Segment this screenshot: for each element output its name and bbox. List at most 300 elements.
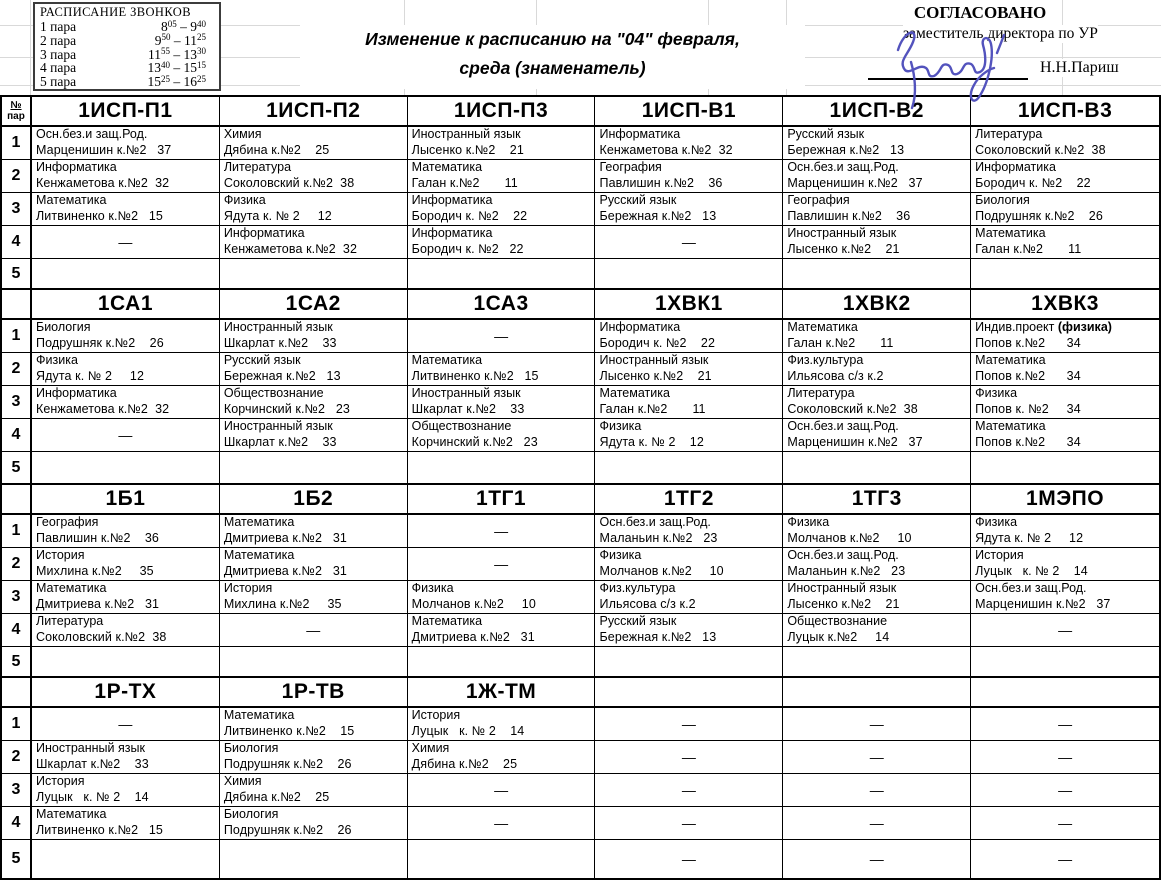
cancelled-lesson-dash: — — [32, 226, 220, 259]
lesson-cell — [783, 226, 971, 259]
lesson-teacher-room: Бородич к. №2 22 — [975, 175, 1091, 190]
lesson-subject: История — [36, 774, 85, 788]
lesson-teacher-room: Молчанов к.№2 10 — [599, 563, 724, 578]
lesson-subject: Физ.культура — [787, 353, 864, 367]
lesson-cell — [971, 353, 1159, 386]
lesson-teacher-room: Лысенко к.№2 21 — [599, 368, 712, 383]
lesson-cell — [220, 320, 408, 353]
lesson-cell — [783, 419, 971, 452]
pair-number: 4 — [2, 419, 32, 452]
lesson-cell — [220, 741, 408, 774]
lesson-subject: Химия — [411, 741, 450, 755]
lesson-cell — [408, 741, 596, 774]
document-title-line2: среда (знаменатель) — [459, 58, 646, 78]
empty-cell — [595, 452, 783, 483]
lesson-cell — [220, 226, 408, 259]
lesson-teacher-room: Кенжаметова к.№2 32 — [36, 401, 170, 416]
lesson-subject: Осн.без.и защ.Род. — [787, 419, 899, 433]
lesson-subject: Литература — [223, 160, 292, 174]
empty-cell — [220, 840, 408, 878]
lesson-teacher-room: Шкарлат к.№2 33 — [223, 335, 337, 350]
lesson-subject: Информатика — [411, 193, 493, 207]
lesson-teacher-room: Дмитриева к.№2 31 — [223, 530, 347, 545]
lesson-teacher-room: Дмитриева к.№2 31 — [223, 563, 347, 578]
lesson-cell — [32, 807, 220, 840]
group-header: 1СА3 — [408, 290, 596, 320]
empty-cell — [971, 647, 1159, 676]
lesson-cell — [408, 614, 596, 647]
bell-row — [40, 48, 214, 62]
group-header: 1ИСП-В2 — [783, 97, 971, 127]
lesson-teacher-room: Павлишин к.№2 36 — [787, 208, 911, 223]
empty-cell — [32, 647, 220, 676]
lesson-cell — [220, 353, 408, 386]
lesson-teacher-room: Михлина к.№2 35 — [36, 563, 154, 578]
lesson-cell — [595, 548, 783, 581]
lesson-cell — [32, 160, 220, 193]
pair-number: 2 — [2, 741, 32, 774]
lesson-subject: Химия — [223, 127, 262, 141]
lesson-cell — [595, 127, 783, 160]
lesson-subject: Физика — [411, 581, 454, 595]
lesson-cell — [595, 193, 783, 226]
pair-number: 2 — [2, 353, 32, 386]
bell-row-label: 4 пара — [40, 60, 77, 76]
lesson-subject: Физика — [975, 515, 1018, 529]
lesson-teacher-room: Галан к.№2 11 — [599, 401, 706, 416]
lesson-cell — [32, 127, 220, 160]
lesson-teacher-room: Лысенко к.№2 21 — [787, 596, 900, 611]
empty-cell — [783, 647, 971, 676]
lesson-subject: Химия — [223, 774, 262, 788]
lesson-teacher-room: Попов к.№2 34 — [975, 434, 1081, 449]
cancelled-lesson-dash: — — [971, 807, 1159, 840]
cancelled-lesson-dash: — — [408, 807, 596, 840]
cancelled-lesson-dash: — — [32, 708, 220, 741]
cancelled-lesson-dash: — — [595, 840, 783, 878]
pair-number: 1 — [2, 127, 32, 160]
lesson-subject: Математика — [975, 419, 1046, 433]
lesson-cell — [408, 226, 596, 259]
bell-row-time: $9^{50} - 11^{25}$ — [154, 32, 206, 48]
lesson-cell — [595, 614, 783, 647]
cancelled-lesson-dash: — — [971, 708, 1159, 741]
lesson-cell — [595, 353, 783, 386]
lesson-cell — [220, 515, 408, 548]
lesson-cell — [595, 419, 783, 452]
lesson-subject: Русский язык — [599, 193, 677, 207]
lesson-teacher-room: Бородич к. №2 22 — [599, 335, 716, 350]
lesson-teacher-room: Бородич к. №2 22 — [411, 208, 528, 223]
group-header: 1ХВК3 — [971, 290, 1159, 320]
cancelled-lesson-dash: — — [595, 708, 783, 741]
pair-number: 4 — [2, 807, 32, 840]
lesson-teacher-room: Молчанов к.№2 10 — [411, 596, 536, 611]
lesson-teacher-room: Галан к.№2 11 — [975, 241, 1082, 256]
empty-cell — [408, 452, 596, 483]
approval-name: Н.Н.Париш — [1040, 59, 1119, 76]
group-header: 1МЭПО — [971, 485, 1159, 515]
lesson-subject: Биология — [975, 193, 1030, 207]
lesson-cell — [220, 774, 408, 807]
lesson-subject: Русский язык — [223, 353, 301, 367]
group-header: 1ИСП-П1 — [32, 97, 220, 127]
lesson-cell — [408, 386, 596, 419]
group-header: 1СА1 — [32, 290, 220, 320]
empty-cell — [408, 259, 596, 288]
lesson-teacher-room: Марценишин к.№2 37 — [36, 142, 172, 157]
lesson-subject: Литература — [36, 614, 104, 628]
lesson-cell — [971, 581, 1159, 614]
lesson-subject: Осн.без.и защ.Род. — [787, 160, 899, 174]
lesson-teacher-room: Бережная к.№2 13 — [787, 142, 905, 157]
lesson-cell — [971, 386, 1159, 419]
bell-row-label: 5 пара — [40, 74, 77, 90]
pair-number: 4 — [2, 226, 32, 259]
cancelled-lesson-dash: — — [971, 741, 1159, 774]
group-header: 1Б1 — [32, 485, 220, 515]
group-header: 1ИСП-В3 — [971, 97, 1159, 127]
lesson-cell — [408, 353, 596, 386]
lesson-teacher-room: Подрушняк к.№2 26 — [223, 822, 352, 837]
group-header: 1Б2 — [220, 485, 408, 515]
lesson-subject: Физика — [223, 193, 266, 207]
lesson-cell — [32, 386, 220, 419]
lesson-cell — [971, 160, 1159, 193]
cancelled-lesson-dash: — — [32, 419, 220, 452]
pair-number: 3 — [2, 581, 32, 614]
lesson-cell — [595, 160, 783, 193]
lesson-subject: Математика — [223, 548, 295, 562]
cancelled-lesson-dash: — — [595, 741, 783, 774]
lesson-subject: Иностранный язык — [787, 226, 897, 240]
empty-cell — [595, 647, 783, 676]
bell-row — [40, 75, 214, 89]
bell-schedule-box — [33, 2, 221, 91]
schedule-table — [0, 95, 1161, 880]
lesson-teacher-room: Лысенко к.№2 21 — [411, 142, 524, 157]
group-header: 1ИСП-П3 — [408, 97, 596, 127]
lesson-subject: Иностранный язык — [787, 581, 897, 595]
lesson-cell — [220, 160, 408, 193]
lesson-teacher-room: Ильясова с/з к.2 — [787, 368, 884, 383]
group-header: 1ХВК2 — [783, 290, 971, 320]
lesson-teacher-room: Молчанов к.№2 10 — [787, 530, 912, 545]
empty-cell — [32, 840, 220, 878]
lesson-teacher-room: Галан к.№2 11 — [411, 175, 518, 190]
lesson-teacher-room: Лысенко к.№2 21 — [787, 241, 900, 256]
approval-heading: СОГЛАСОВАНО — [898, 3, 1062, 23]
group-header: 1ТГ1 — [408, 485, 596, 515]
lesson-cell — [408, 419, 596, 452]
pair-number: 5 — [2, 259, 32, 288]
lesson-teacher-room: Ядута к. № 2 12 — [599, 434, 704, 449]
lesson-cell — [32, 548, 220, 581]
empty-cell — [971, 259, 1159, 288]
bell-row — [40, 20, 214, 34]
lesson-teacher-room: Луцык к. № 2 14 — [36, 789, 149, 804]
lesson-subject: Иностранный язык — [599, 353, 709, 367]
lesson-teacher-room: Шкарлат к.№2 33 — [411, 401, 525, 416]
lesson-cell — [220, 386, 408, 419]
lesson-subject: Русский язык — [599, 614, 677, 628]
lesson-subject: Индив.проект (физика) — [975, 320, 1112, 334]
group-header: 1ИСП-В1 — [595, 97, 783, 127]
group-header: 1Ж-ТМ — [408, 678, 596, 708]
lesson-teacher-room: Луцык к.№2 14 — [787, 629, 890, 644]
schedule-section — [0, 485, 1161, 678]
lesson-cell — [783, 614, 971, 647]
bell-row — [40, 34, 214, 48]
lesson-teacher-room: Соколовский к.№2 38 — [223, 175, 355, 190]
group-header: 1Р-ТХ — [32, 678, 220, 708]
lesson-subject: История — [411, 708, 461, 722]
approval-role: заместитель директора по УР — [903, 25, 1098, 42]
pair-number: 3 — [2, 193, 32, 226]
lesson-subject: География — [599, 160, 662, 174]
lesson-teacher-room: Кенжаметова к.№2 32 — [36, 175, 170, 190]
lesson-cell — [783, 581, 971, 614]
schedule-section — [0, 95, 1161, 290]
lesson-cell — [971, 226, 1159, 259]
lesson-subject: Русский язык — [787, 127, 865, 141]
lesson-subject: Физика — [975, 386, 1018, 400]
lesson-subject: Математика — [599, 386, 670, 400]
cancelled-lesson-dash: — — [408, 774, 596, 807]
lesson-subject: История — [36, 548, 85, 562]
lesson-teacher-room: Дмитриева к.№2 31 — [411, 629, 535, 644]
lesson-teacher-room: Дябина к.№2 25 — [411, 756, 518, 771]
lesson-subject: Математика — [36, 193, 107, 207]
lesson-cell — [220, 807, 408, 840]
empty-cell — [220, 452, 408, 483]
lesson-teacher-room: Попов к. №2 34 — [975, 401, 1081, 416]
lesson-cell — [783, 353, 971, 386]
pair-number: 4 — [2, 614, 32, 647]
lesson-subject: Математика — [36, 581, 107, 595]
lesson-cell — [220, 127, 408, 160]
pair-number-header — [2, 290, 32, 320]
lesson-teacher-room: Подрушняк к.№2 26 — [223, 756, 352, 771]
cancelled-lesson-dash: — — [971, 774, 1159, 807]
lesson-cell — [32, 774, 220, 807]
lesson-teacher-room: Галан к.№2 11 — [787, 335, 894, 350]
bell-row — [40, 61, 214, 75]
lesson-teacher-room: Михлина к.№2 35 — [223, 596, 342, 611]
lesson-cell — [32, 581, 220, 614]
lesson-teacher-room: Марценишин к.№2 37 — [787, 175, 923, 190]
lesson-cell — [408, 708, 596, 741]
lesson-subject: Физика — [599, 419, 642, 433]
lesson-teacher-room: Дябина к.№2 25 — [223, 142, 330, 157]
lesson-cell — [32, 741, 220, 774]
pair-number-header-bottom: пар — [7, 111, 25, 122]
lesson-cell — [971, 127, 1159, 160]
lesson-subject: Информатика — [975, 160, 1056, 174]
empty-cell — [220, 259, 408, 288]
lesson-subject: Иностранный язык — [223, 419, 333, 433]
lesson-subject: Биология — [223, 807, 279, 821]
bell-row-time: $11^{55} - 13^{30}$ — [148, 46, 206, 62]
lesson-teacher-room: Павлишин к.№2 36 — [36, 530, 159, 545]
lesson-cell — [783, 320, 971, 353]
cancelled-lesson-dash: — — [783, 774, 971, 807]
lesson-teacher-room: Дмитриева к.№2 31 — [36, 596, 160, 611]
lesson-subject: Математика — [787, 320, 858, 334]
pair-number: 5 — [2, 452, 32, 483]
lesson-teacher-room: Маланьин к.№2 23 — [599, 530, 718, 545]
document-title-line1: Изменение к расписанию на "04" февраля, — [365, 29, 740, 49]
cancelled-lesson-dash: — — [220, 614, 408, 647]
lesson-teacher-room: Литвиненко к.№2 15 — [36, 822, 163, 837]
lesson-teacher-room: Подрушняк к.№2 26 — [36, 335, 164, 350]
pair-number: 1 — [2, 708, 32, 741]
cancelled-lesson-dash: — — [408, 320, 596, 353]
lesson-cell — [595, 386, 783, 419]
cancelled-lesson-dash: — — [408, 548, 596, 581]
lesson-subject: Иностранный язык — [223, 320, 333, 334]
lesson-teacher-room: Попов к.№2 34 — [975, 335, 1081, 350]
lesson-teacher-room: Марценишин к.№2 37 — [787, 434, 923, 449]
lesson-subject: Математика — [411, 353, 483, 367]
lesson-teacher-room: Павлишин к.№2 36 — [599, 175, 723, 190]
lesson-teacher-room: Кенжаметова к.№2 32 — [599, 142, 733, 157]
cancelled-lesson-dash: — — [595, 774, 783, 807]
gridline — [30, 0, 31, 95]
lesson-subject: Обществознание — [411, 419, 512, 433]
bell-row-time: $15^{25} - 16^{25}$ — [147, 73, 206, 90]
lesson-cell — [971, 419, 1159, 452]
bell-row-label: 3 пара — [40, 46, 77, 62]
empty-cell — [783, 259, 971, 288]
lesson-subject: Информатика — [223, 226, 305, 240]
cancelled-lesson-dash: — — [783, 807, 971, 840]
pair-number: 3 — [2, 774, 32, 807]
handwritten-signature — [880, 18, 1025, 113]
empty-cell — [408, 647, 596, 676]
lesson-subject: Физика — [787, 515, 830, 529]
pair-number-header-top: № — [10, 100, 22, 111]
lesson-teacher-room: Ядута к. № 2 12 — [36, 368, 144, 383]
lesson-teacher-room: Литвиненко к.№2 15 — [36, 208, 163, 223]
lesson-cell — [220, 419, 408, 452]
group-header: 1ТГ3 — [783, 485, 971, 515]
lesson-subject: Осн.без.и защ.Род. — [599, 515, 711, 529]
bell-row-time: $13^{40} - 15^{15}$ — [147, 59, 206, 76]
lesson-cell — [220, 708, 408, 741]
lesson-teacher-room: Ядута к. № 2 12 — [975, 530, 1084, 545]
lesson-cell — [783, 548, 971, 581]
lesson-cell — [783, 515, 971, 548]
lesson-cell — [783, 160, 971, 193]
group-header: 1ХВК1 — [595, 290, 783, 320]
lesson-teacher-room: Подрушняк к.№2 26 — [975, 208, 1103, 223]
lesson-subject: Иностранный язык — [411, 127, 521, 141]
pair-number: 1 — [2, 320, 32, 353]
lesson-teacher-room: Соколовский к.№2 38 — [787, 401, 918, 416]
lesson-teacher-room: Литвиненко к.№2 15 — [411, 368, 539, 383]
lesson-subject: Математика — [975, 353, 1046, 367]
lesson-subject: История — [223, 581, 273, 595]
bell-row-time: $8^{05} - 9^{40}$ — [161, 18, 206, 34]
lesson-subject: Осн.без.и защ.Род. — [975, 581, 1087, 595]
lesson-cell — [32, 320, 220, 353]
lesson-teacher-room: Корчинский к.№2 23 — [223, 401, 350, 416]
lesson-cell — [220, 548, 408, 581]
bell-row-label: 1 пара — [40, 19, 77, 34]
group-header: 1СА2 — [220, 290, 408, 320]
lesson-teacher-room: Шкарлат к.№2 33 — [36, 756, 149, 771]
pair-number: 5 — [2, 647, 32, 676]
lesson-cell — [32, 193, 220, 226]
lesson-teacher-room: Ядута к. № 2 12 — [223, 208, 332, 223]
lesson-subject: Осн.без.и защ.Род. — [787, 548, 899, 562]
empty-cell — [220, 647, 408, 676]
lesson-teacher-room: Бережная к.№2 13 — [599, 208, 717, 223]
lesson-subject: Физика — [36, 353, 78, 367]
lesson-subject: Иностранный язык — [411, 386, 521, 400]
lesson-subject: История — [975, 548, 1024, 562]
pair-number-header — [2, 97, 32, 127]
gridline — [1062, 0, 1063, 95]
lesson-teacher-room: Соколовский к.№2 38 — [36, 629, 167, 644]
lesson-teacher-room: Ильясова с/з к.2 — [599, 596, 696, 611]
bell-row-label: 2 пара — [40, 32, 77, 48]
document-title — [300, 25, 805, 89]
cancelled-lesson-dash: — — [971, 614, 1159, 647]
lesson-subject: Математика — [411, 160, 483, 174]
pair-number-header — [2, 485, 32, 515]
lesson-subject: Математика — [223, 515, 295, 529]
empty-cell — [408, 840, 596, 878]
lesson-teacher-room: Маланьин к.№2 23 — [787, 563, 906, 578]
lesson-subject-bold: (физика) — [1057, 320, 1112, 334]
lesson-subject: Математика — [975, 226, 1046, 240]
lesson-teacher-room: Бережная к.№2 13 — [223, 368, 341, 383]
pair-number: 2 — [2, 160, 32, 193]
pair-number: 3 — [2, 386, 32, 419]
lesson-cell — [971, 515, 1159, 548]
lesson-cell — [408, 160, 596, 193]
lesson-teacher-room: Луцык к. № 2 14 — [411, 723, 525, 738]
cancelled-lesson-dash: — — [1058, 851, 1073, 867]
lesson-subject: Литература — [787, 386, 855, 400]
lesson-teacher-room: Корчинский к.№2 23 — [411, 434, 538, 449]
lesson-cell — [32, 353, 220, 386]
cancelled-lesson-dash: — — [783, 708, 971, 741]
bell-schedule-rows — [40, 20, 214, 89]
lesson-cell — [220, 581, 408, 614]
lesson-subject: Математика — [36, 807, 107, 821]
lesson-subject: Информатика — [36, 386, 117, 400]
lesson-teacher-room: Попов к.№2 34 — [975, 368, 1081, 383]
cancelled-lesson-dash: — — [783, 741, 971, 774]
group-header — [783, 678, 971, 708]
empty-cell — [783, 452, 971, 483]
lesson-subject: Математика — [411, 614, 483, 628]
lesson-cell — [783, 386, 971, 419]
lesson-teacher-room: Литвиненко к.№2 15 — [223, 723, 355, 738]
lesson-cell — [971, 548, 1159, 581]
lesson-teacher-room: Соколовский к.№2 38 — [975, 142, 1106, 157]
lesson-subject: Осн.без.и защ.Род. — [36, 127, 148, 141]
lesson-cell — [32, 614, 220, 647]
cancelled-lesson-dash: — — [408, 515, 596, 548]
group-header — [971, 678, 1159, 708]
lesson-cell — [408, 193, 596, 226]
lesson-cell — [971, 320, 1159, 353]
group-header: 1Р-ТВ — [220, 678, 408, 708]
